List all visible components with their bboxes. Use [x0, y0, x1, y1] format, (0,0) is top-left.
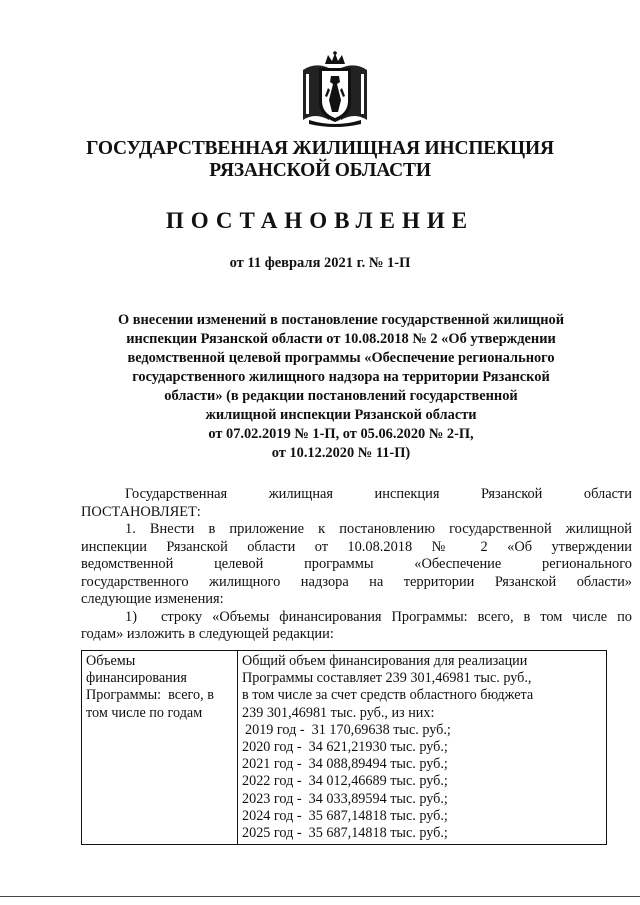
cell-line: Общий объем финансирования для реализации	[242, 653, 528, 669]
subject-line: инспекции Рязанской области от 10.08.2018 № 2 «Об утверждении	[126, 331, 556, 347]
cell-line: Программы составляет 239 301,46981 тыс. руб.,	[242, 670, 532, 687]
year-amount: 2025 год - 35 687,14818 тыс. руб.;	[242, 825, 448, 842]
ryazan-coat-of-arms-icon	[295, 50, 375, 128]
body-paragraph-line: Государственная жилищная инспекция Рязанской области	[125, 486, 632, 502]
year-amount: 2024 год - 35 687,14818 тыс. руб.;	[242, 807, 448, 824]
body-paragraph-line: ведомственной целевой программы «Обеспечение регионального	[81, 556, 632, 572]
document-body	[81, 486, 632, 644]
financing-table	[81, 650, 607, 845]
subject-line: ведомственной целевой программы «Обеспечение регионального	[127, 350, 555, 366]
list-item-number: 1)	[125, 608, 137, 625]
body-list-item	[81, 609, 632, 627]
document-subject	[100, 311, 582, 463]
table-row	[82, 651, 607, 845]
page-edge-divider	[0, 896, 640, 897]
year-amount: 2020 год - 34 621,21930 тыс. руб.;	[242, 739, 448, 756]
table-cell-value	[238, 651, 607, 845]
document-type-title: ПОСТАНОВЛЕНИЕ	[165, 208, 475, 233]
organization-name-line2: РЯЗАНСКОЙ ОБЛАСТИ	[209, 160, 431, 181]
table-cell-label	[82, 651, 238, 845]
year-amount: 2022 год - 34 012,46689 тыс. руб.;	[242, 773, 448, 790]
body-paragraph-line: инспекции Рязанской области от 10.08.2018 № 2 «Об утверждении	[81, 538, 632, 555]
cell-line: в том числе за счет средств областного бюджета	[242, 687, 534, 704]
subject-line: от 10.12.2020 № 11-П)	[271, 445, 411, 461]
document-date-number: от 11 февраля 2021 г. № 1-П	[229, 255, 411, 271]
year-amount: 2021 год - 34 088,89494 тыс. руб.;	[242, 756, 448, 773]
body-paragraph-line: государственного жилищного надзора на территории Рязанской области»	[81, 573, 632, 590]
cell-line: том числе по годам	[86, 704, 203, 721]
body-paragraph-line: следующие изменения:	[81, 591, 224, 607]
cell-line: финансирования	[86, 670, 187, 687]
body-paragraph-line: ПОСТАНОВЛЯЕТ:	[81, 503, 201, 520]
subject-line: области» (в редакции постановлений государственной	[164, 388, 518, 404]
body-paragraph-line: строку «Объемы финансирования Программы: всего, в том числе по	[161, 608, 632, 625]
cell-line: 239 301,46981 тыс. руб., из них:	[242, 704, 435, 721]
subject-line: государственного жилищного надзора на территории Рязанской	[132, 369, 550, 385]
year-amount: 2019 год - 31 170,69638 тыс. руб.;	[245, 721, 451, 738]
body-paragraph-line: годам» изложить в следующей редакции:	[81, 626, 334, 642]
cell-line: Программы: всего, в	[86, 687, 214, 704]
subject-line: О внесении изменений в постановление государственной жилищной	[117, 312, 565, 328]
body-paragraph-line: 1. Внести в приложение к постановлению государственной жилищной	[125, 521, 632, 537]
organization-name	[60, 138, 580, 182]
cell-line: Объемы	[86, 653, 136, 669]
year-amount: 2023 год - 34 033,89594 тыс. руб.;	[242, 790, 448, 807]
organization-name-line1: ГОСУДАРСТВЕННАЯ ЖИЛИЩНАЯ ИНСПЕКЦИЯ	[86, 138, 554, 159]
subject-line: жилищной инспекции Рязанской области	[205, 407, 477, 423]
subject-line: от 07.02.2019 № 1-П, от 05.06.2020 № 2-П,	[208, 426, 474, 442]
